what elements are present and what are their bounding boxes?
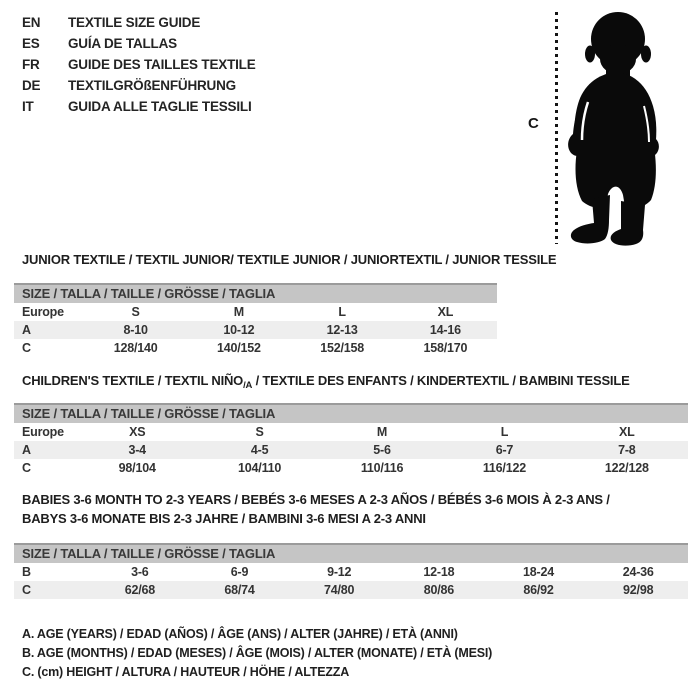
table-row-age-b (14, 563, 688, 581)
age-cell: 3-6 (131, 565, 149, 579)
size-cell: XL (437, 305, 454, 319)
babies-size-table (14, 543, 688, 599)
measurement-legend (22, 625, 492, 682)
legend-line-b: B. AGE (MONTHS) / EDAD (MESES) / ÂGE (MOIS) / ALTER (MONATE) / ETÀ (MESI) (22, 646, 493, 660)
row-label: A (22, 323, 31, 337)
lang-code: FR (22, 57, 40, 72)
lang-row-es (22, 33, 256, 54)
toddler-silhouette-image (561, 8, 671, 246)
age-cell: 6-7 (495, 443, 514, 457)
language-title-block (22, 12, 256, 117)
children-size-table (14, 403, 688, 477)
table-row-height-c (14, 581, 688, 599)
lang-code: EN (22, 15, 41, 30)
children-title-post: / TEXTILE DES ENFANTS / KINDERTEXTIL / BAMBINI TESSILE (252, 373, 630, 388)
babies-title-line2: BABYS 3-6 MONATE BIS 2-3 JAHRE / BAMBINI 3-6 MESI A 2-3 ANNI (22, 511, 426, 526)
lang-label: GUIDE DES TAILLES TEXTILE (68, 57, 256, 72)
children-title-pre: CHILDREN'S TEXTILE / TEXTIL NIÑO (22, 373, 244, 388)
row-label: Europe (22, 305, 64, 319)
age-cell: 3-4 (128, 443, 146, 457)
size-cell: L (338, 305, 346, 319)
lang-code: ES (22, 36, 40, 51)
table-row-age-a (14, 321, 497, 339)
age-cell: 10-12 (223, 323, 255, 337)
lang-row-de (22, 75, 256, 96)
age-cell: 6-9 (230, 565, 249, 579)
height-measure-dotted-line (555, 12, 558, 244)
table-row-europe (14, 303, 497, 321)
size-header-bar: SIZE / TALLA / TAILLE / GRÖSSE / TAGLIA (14, 543, 688, 563)
junior-section-title: JUNIOR TEXTILE / TEXTIL JUNIOR/ TEXTILE JUNIOR / JUNIORTEXTIL / JUNIOR TESSILE (22, 252, 557, 267)
table-row-height-c (14, 339, 497, 357)
table-row-height-c (14, 459, 688, 477)
row-label: C (22, 341, 31, 355)
row-label: C (22, 583, 31, 597)
height-cell: 80/86 (423, 583, 454, 597)
age-cell: 12-13 (326, 323, 358, 337)
lang-label: TEXTILE SIZE GUIDE (68, 15, 201, 30)
legend-line-c: C. (cm) HEIGHT / ALTURA / HAUTEUR / HÖHE / ALTEZZA (22, 665, 350, 679)
lang-row-fr (22, 54, 256, 75)
age-cell: 5-6 (373, 443, 391, 457)
height-cell: 158/170 (423, 341, 468, 355)
size-cell: M (376, 425, 388, 439)
height-cell: 152/158 (320, 341, 365, 355)
age-cell: 4-5 (250, 443, 269, 457)
legend-line-a: A. AGE (YEARS) / EDAD (AÑOS) / ÂGE (ANS) / ALTER (JAHRE) / ETÀ (ANNI) (22, 627, 458, 641)
height-cell: 104/110 (238, 461, 282, 475)
row-label: B (22, 565, 31, 579)
age-cell: 9-12 (327, 565, 352, 579)
babies-section-title (22, 490, 610, 528)
height-cell: 92/98 (623, 583, 654, 597)
height-cell: 86/92 (523, 583, 554, 597)
lang-label: GUIDA ALLE TAGLIE TESSILI (68, 99, 252, 114)
height-cell: 116/122 (482, 461, 526, 475)
age-cell: 18-24 (523, 565, 555, 579)
height-cell: 128/140 (113, 341, 158, 355)
age-cell: 24-36 (622, 565, 654, 579)
children-title-subscript: /A (243, 380, 253, 391)
row-label: A (22, 443, 31, 457)
height-cell: 74/80 (324, 583, 355, 597)
measure-c-label: C (528, 115, 539, 132)
junior-size-table (14, 283, 497, 357)
height-cell: 140/152 (216, 341, 261, 355)
size-cell: XS (129, 425, 146, 439)
lang-label: GUÍA DE TALLAS (68, 36, 177, 51)
size-header-bar: SIZE / TALLA / TAILLE / GRÖSSE / TAGLIA (14, 403, 688, 423)
children-section-title (22, 371, 630, 392)
age-cell: 14-16 (429, 323, 461, 337)
lang-code: IT (22, 99, 34, 114)
lang-label: TEXTILGRÖßENFÜHRUNG (68, 78, 236, 93)
lang-code: DE (22, 78, 41, 93)
height-cell: 98/104 (118, 461, 156, 475)
height-cell: 110/116 (360, 461, 404, 475)
table-row-europe (14, 423, 688, 441)
age-cell: 8-10 (123, 323, 148, 337)
size-cell: M (233, 305, 244, 319)
age-cell: 7-8 (618, 443, 636, 457)
table-row-age-a (14, 441, 688, 459)
height-cell: 122/128 (604, 461, 649, 475)
lang-row-en (22, 12, 256, 33)
size-cell: S (131, 305, 140, 319)
row-label: C (22, 461, 31, 475)
lang-row-it (22, 96, 256, 117)
size-cell: L (500, 425, 509, 439)
size-cell: XL (619, 425, 635, 439)
babies-title-line1: BABIES 3-6 MONTH TO 2-3 YEARS / BEBÉS 3-6 MESES A 2-3 AÑOS / BÉBÉS 3-6 MOIS À 2-3 ANS / (22, 492, 610, 507)
row-label: Europe (22, 425, 64, 439)
size-cell: S (255, 425, 264, 439)
height-cell: 68/74 (224, 583, 255, 597)
age-cell: 12-18 (423, 565, 455, 579)
height-cell: 62/68 (124, 583, 155, 597)
size-header-bar: SIZE / TALLA / TAILLE / GRÖSSE / TAGLIA (14, 283, 497, 303)
